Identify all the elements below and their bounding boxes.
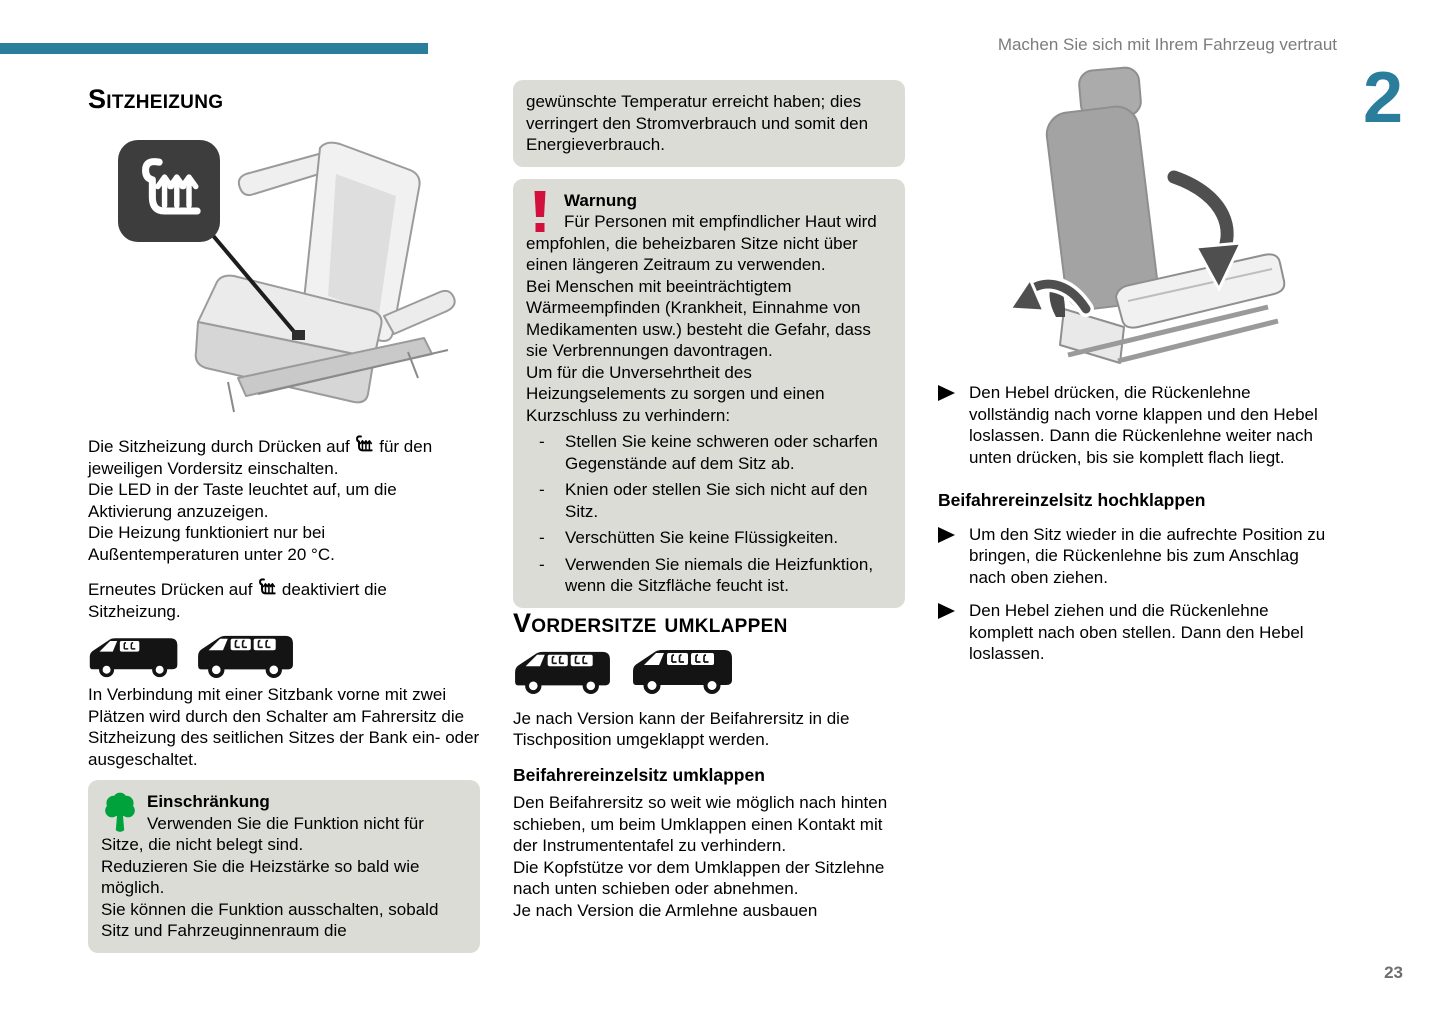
- chapter-number: 2: [1362, 58, 1403, 138]
- accent-rule: [0, 43, 428, 54]
- tree-eco-icon: [101, 792, 139, 834]
- heated-seat-icon: [354, 434, 374, 456]
- warning-box: [513, 179, 905, 608]
- section-title-vordersitze: Vordersitze umklappen: [513, 607, 788, 638]
- restriction-box-continued: [513, 80, 905, 167]
- list-item: - Stellen Sie keine schweren oder scharfen Gegenstände auf dem Sitz ab.: [526, 431, 892, 474]
- heated-seat-icon: [257, 577, 277, 599]
- restriction-box: [88, 780, 480, 953]
- vehicle-variant-icons: [88, 632, 480, 678]
- body-text: Um für die Unversehrtheit des Heizungselements zu sorgen und einen Kurzschluss zu verhindern:: [526, 362, 825, 425]
- body-text: Verwenden Sie die Funktion nicht für Sitze, die nicht belegt sind.: [101, 813, 424, 854]
- seat-folding-illustration: [968, 65, 1330, 370]
- van-all-heated-seats-icon: [513, 648, 613, 694]
- seat-heating-illustration: [88, 126, 480, 414]
- body-text: Reduzieren Sie die Heizstärke so bald wie möglich.: [101, 856, 420, 897]
- body-text: In Verbindung mit einer Sitzbank vorne mit zwei Plätzen wird durch den Schalter am Fahrersitz die Sitzheizung des seitlichen Sitzes der Bank ein- oder ausgeschaltet.: [88, 685, 480, 769]
- page-number: 23: [1384, 963, 1403, 982]
- subheading-umklappen: Beifahrereinzelsitz umklappen: [513, 764, 765, 785]
- left-column: [88, 84, 480, 953]
- step-list: [938, 524, 1330, 665]
- body-text: Für Personen mit empfindlicher Haut wird empfohlen, die beheizbaren Sitze nicht über einen längeren Zeitraum zu verwenden.: [526, 212, 877, 274]
- body-text: Erneutes Drücken auf deaktiviert die Sitzheizung.: [88, 577, 480, 622]
- middle-column: [513, 80, 905, 921]
- section-title-sitzheizung: Sitzheizung: [88, 84, 224, 114]
- van-front-heated-seats-icon: [88, 634, 180, 678]
- list-item: - Verschütten Sie keine Flüssigkeiten.: [526, 527, 892, 549]
- body-text: Die Heizung funktioniert nur bei Außentemperaturen unter 20 °C.: [88, 523, 335, 564]
- right-column: [938, 65, 1330, 665]
- body-text: Den Beifahrersitz so weit wie möglich nach hinten schieben, um beim Umklappen einen Kontakt mit der Instrumententafel zu verhindern.: [513, 793, 888, 855]
- body-text: Die LED in der Taste leuchtet auf, um die Aktivierung anzuzeigen.: [88, 480, 397, 521]
- exclamation-icon: [528, 191, 552, 233]
- van-all-heated-seats-icon: [196, 632, 296, 678]
- step-list: [938, 382, 1330, 468]
- running-header: Machen Sie sich mit Ihrem Fahrzeug vertraut: [997, 35, 1337, 54]
- list-item: - Verwenden Sie niemals die Heizfunktion, wenn die Sitzfläche feucht ist.: [526, 554, 892, 597]
- step-item: Den Hebel ziehen und die Rückenlehne komplett nach oben stellen. Dann den Hebel loslassen.: [938, 600, 1330, 665]
- warning-list: [526, 431, 892, 597]
- heated-seat-callout: [118, 140, 220, 242]
- vehicle-variant-icons: [513, 646, 905, 694]
- subheading-hochklappen: Beifahrereinzelsitz hochklappen: [938, 490, 1206, 510]
- body-text: Je nach Version die Armlehne ausbauen: [513, 900, 818, 920]
- body-text: Bei Menschen mit beeinträchtigtem Wärmeempfinden (Krankheit, Einnahme von Medikamenten usw.) besteht die Gefahr, dass sie Verbrennungen davontragen.: [526, 276, 871, 360]
- body-text: Sie können die Funktion ausschalten, sobald Sitz und Fahrzeuginnenraum die: [101, 899, 439, 940]
- box-title: Warnung: [564, 190, 638, 210]
- step-item: Um den Sitz wieder in die aufrechte Position zu bringen, die Rückenlehne bis zum Anschlag nach oben ziehen.: [938, 524, 1330, 589]
- body-text: Die Sitzheizung durch Drücken auf für den jeweiligen Vordersitz einschalten.: [88, 434, 480, 479]
- body-text: Je nach Version kann der Beifahrersitz in die Tischposition umgeklappt werden.: [513, 708, 850, 749]
- box-title: Einschränkung: [147, 792, 270, 811]
- body-text: gewünschte Temperatur erreicht haben; dies verringert den Stromverbrauch und somit den Energieverbrauch.: [526, 92, 869, 154]
- van-all-heated-seats-icon: [629, 646, 737, 694]
- list-item: - Knien oder stellen Sie sich nicht auf den Sitz.: [526, 479, 892, 522]
- step-item: Den Hebel drücken, die Rückenlehne vollständig nach vorne klappen und den Hebel loslassen. Dann die Rückenlehne weiter nach unten drücken, bis sie komplett flach liegt.: [938, 382, 1330, 468]
- body-text: Die Kopfstütze vor dem Umklappen der Sitzlehne nach unten schieben oder abnehmen.: [513, 857, 885, 898]
